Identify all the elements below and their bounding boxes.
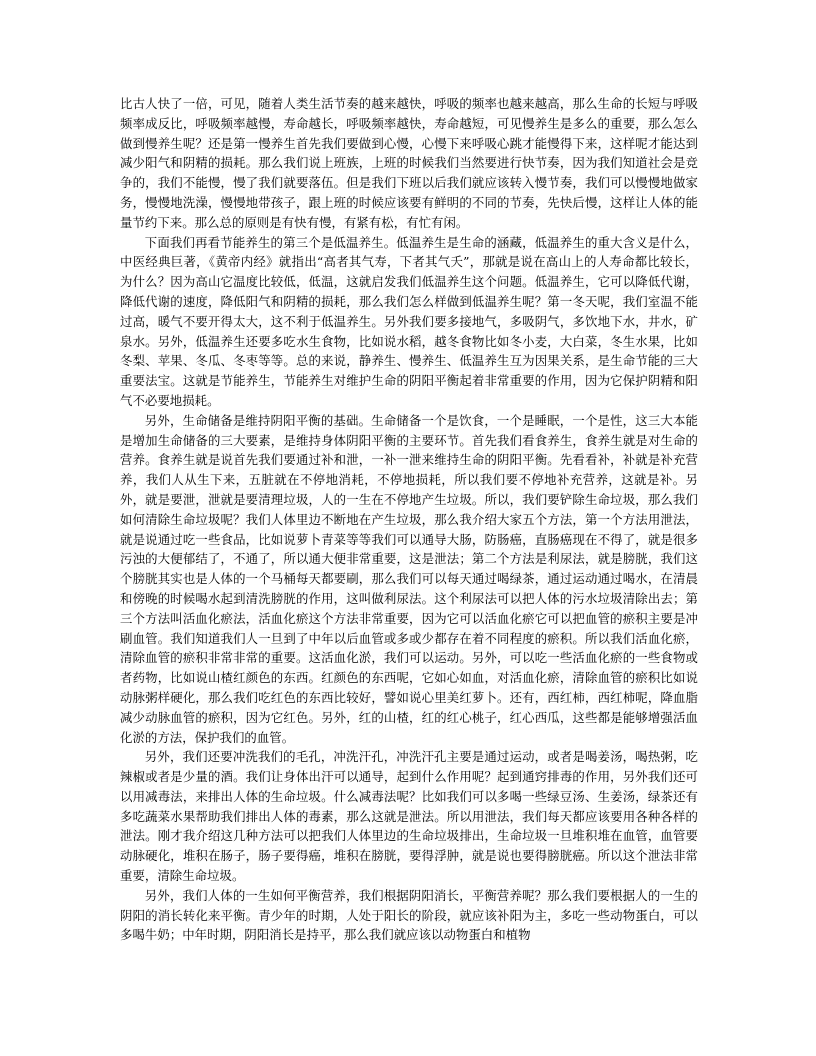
paragraph-slow-living: 比古人快了一倍，可见，随着人类生活节奏的越来越快，呼吸的频率也越来越高，那么生命的长短与呼吸频率成反比，呼吸频率越慢，寿命越长，呼吸频率越快，寿命越短，可见慢养生是多么的重要，那么怎么做到慢养生呢？还是第一慢养生首先我们要做到心慢，心慢下来呼吸心跳才能慢得下来，这样呢才能达到减少阳气和阴精的损耗。那么我们说上班族，上班的时候我们当然要进行快节奏，因为我们知道社会是竞争的，我们不能慢，慢了我们就要落伍。但是我们下班以后我们就应该转入慢节奏，我们可以慢慢地做家务，慢慢地洗澡，慢慢地带孩子，跟上班的时候应该要有鲜明的不同的节奏，先快后慢，这样让人体的能量节约下来。那么总的原则是有快有慢，有紧有松，有忙有闲。 [120, 96, 698, 230]
paragraph-low-temperature-living: 下面我们再看节能养生的第三个是低温养生。低温养生是生命的涵藏，低温养生的重大含义是什么，中医经典巨著，《黄帝内经》就指出“高者其气寿，下者其气夭”，那就是说在高山上的人寿命都比较长，为什么？因为高山它温度比较低，低温，这就启发我们低温养生这个问题。低温养生，它可以降低代谢，降低代谢的速度，降低阳气和阴精的损耗，那么我们怎么样做到低温养生呢？第一冬天呢，我们室温不能过高，暖气不要开得太大，这不利于低温养生。另外我们要多接地气，多吸阴气，多饮地下水，井水，矿泉水。另外，低温养生还要多吃水生食物，比如说水稻，越冬食物比如冬小麦，大白菜，冬生水果，比如冬梨、苹果、冬瓜、冬枣等等。总的来说，静养生、慢养生、低温养生互为因果关系，是生命节能的三大重要法宝。这就是节能养生，节能养生对维护生命的阴阳平衡起着非常重要的作用，因为它保护阴精和阳气不必要地损耗。 [120, 234, 698, 408]
paragraph-balanced-nutrition: 另外，我们人体的一生如何平衡营养，我们根据阴阳消长，平衡营养呢？那么我们要根据人的一生的阴阳的消长转化来平衡。青少年的时期，人处于阳长的阶段，就应该补阳为主，多吃一些动物蛋白，可以多喝牛奶；中年时期，阴阳消长是持平，那么我们就应该以动物蛋白和植物 [120, 887, 698, 943]
paragraph-pores-detox: 另外，我们还要冲洗我们的毛孔，冲洗汗孔，冲洗汗孔主要是通过运动，或者是喝姜汤，喝热粥，吃辣椒或者是少量的酒。我们让身体出汗可以通导，起到什么作用呢？起到通窍排毒的作用，另外我们还可以用减毒法，来排出人体的生命垃圾。什么减毒法呢？比如我们可以多喝一些绿豆汤、生姜汤，绿茶还有多吃蔬菜水果帮助我们排出人体的毒素，那么这就是泄法。所以用泄法，我们每天都应该要用各种各样的泄法。刚才我介绍这几种方法可以把我们人体里边的生命垃圾排出，生命垃圾一旦堆积堆在血管，血管要动脉硬化，堆积在肠子，肠子要得癌，堆积在膀胱，要得浮肿，就是说也要得膀胱癌。所以这个泄法非常重要，清除生命垃圾。 [120, 749, 698, 884]
document-page [120, 94, 698, 1054]
paragraph-life-reserve: 另外，生命储备是维持阴阳平衡的基础。生命储备一个是饮食，一个是睡眠，一个是性，这三大本能是增加生命储备的三大要素，是维持身体阴阳平衡的主要环节。首先我们看食养生，食养生就是对生命的营养。食养生就是说首先我们要通过补和泄，一补一泄来维持生命的阴阳平衡。先看看补，补就是补充营养，我们人从生下来，五脏就在不停地消耗，不停地损耗，所以我们要不停地补充营养，这就是补。另外，就是要泄，泄就是要清理垃圾，人的一生在不停地产生垃圾。所以，我们要铲除生命垃圾，那么我们如何清除生命垃圾呢？我们人体里边不断地在产生垃圾，那么我介绍大家五个方法，第一个方法用泄法，就是说通过吃一些食品，比如说萝卜青菜等等我们可以通导大肠，防肠癌，直肠癌现在不得了，就是很多污浊的大便郁结了，不通了，所以通大便非常重要，这是泄法；第二个方法是利尿法，就是膀胱，我们这个膀胱其实也是人体的一个马桶每天都要刷，那么我们可以每天通过喝绿茶，通过运动通过喝水，在清晨和傍晚的时候喝水起到清洗膀胱的作用，这叫做利尿法。这个利尿法可以把人体的污水垃圾清除出去；第三个方法叫活血化瘀法，活血化瘀这个方法非常重要，因为它可以活血化瘀它可以把血管的瘀积主要是冲刷血管。我们知道我们人一旦到了中年以后血管或多或少都存在着不同程度的瘀积。所以我们活血化瘀，清除血管的瘀积非常非常的重要。这活血化淤，我们可以运动。另外，可以吃一些活血化瘀的一些食物或者药物，比如说山楂红颜色的东西。红颜色的东西呢，它如心如血，对活血化瘀，清除血管的瘀积比如说动脉粥样硬化，那么我们吃红色的东西比较好，譬如说心里美红萝卜。还有，西红柿，西红柿呢，降血脂减少动脉血管的瘀积，因为它红色。另外，红的山楂，红的红心桃子，红心西瓜，这些都是能够增强活血化淤的方法，保护我们的血管。 [120, 412, 698, 745]
